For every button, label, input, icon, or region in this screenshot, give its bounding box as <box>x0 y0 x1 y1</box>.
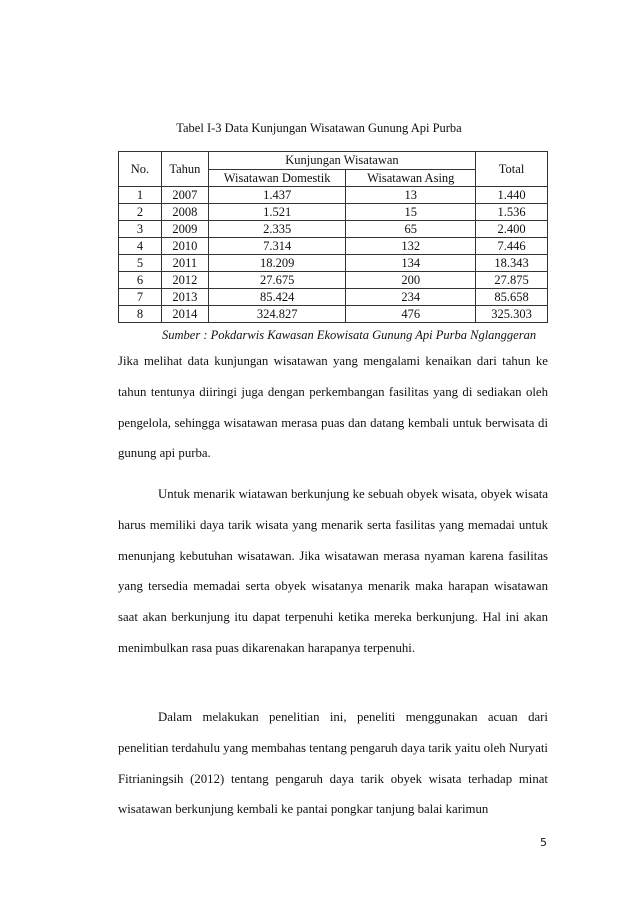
header-year: Tahun <box>161 152 208 187</box>
page-number: 5 <box>540 836 547 849</box>
cell-domestic: 324.827 <box>208 306 346 323</box>
header-visits-group: Kunjungan Wisatawan <box>208 152 475 170</box>
body-paragraph-3: Dalam melakukan penelitian ini, peneliti menggunakan acuan dari penelitian terdahulu yang membahas tentang pengaruh daya tarik yaitu oleh Nuryati Fitrianingsih (2012) tentang pengaruh daya tarik obyek wisata terhadap minat wisatawan berkunjung kembali ke pantai pongkar tanjung balai karimun <box>118 710 548 817</box>
cell-total: 325.303 <box>476 306 548 323</box>
cell-year: 2010 <box>161 238 208 255</box>
cell-foreign: 132 <box>346 238 476 255</box>
cell-year: 2009 <box>161 221 208 238</box>
cell-total: 7.446 <box>476 238 548 255</box>
cell-domestic: 27.675 <box>208 272 346 289</box>
table-row <box>119 255 548 272</box>
table-row <box>119 289 548 306</box>
cell-total: 2.400 <box>476 221 548 238</box>
table-source: Sumber : Pokdarwis Kawasan Ekowisata Gunung Api Purba Nglanggeran <box>162 328 537 342</box>
cell-domestic: 7.314 <box>208 238 346 255</box>
table-row <box>119 221 548 238</box>
cell-domestic: 85.424 <box>208 289 346 306</box>
table-row <box>119 272 548 289</box>
body-paragraph-2: Untuk menarik wiatawan berkunjung ke sebuah obyek wisata, obyek wisata harus memiliki daya tarik wisata yang menarik serta fasilitas yang memadai untuk menunjang kebutuhan wisatawan. Jika wisatawan merasa nyaman karena fasilitas yang tersedia memadai serta obyek wisatanya menarik maka harapan wisatawan saat akan berkunjung itu dapat terpenuhi ketika mereka berkunjung. Hal ini akan menimbulkan rasa puas dikarenakan harapanya terpenuhi. <box>118 487 548 655</box>
cell-total: 85.658 <box>476 289 548 306</box>
cell-foreign: 234 <box>346 289 476 306</box>
table-row <box>119 306 548 323</box>
header-domestic: Wisatawan Domestik <box>208 169 346 187</box>
cell-no: 2 <box>119 204 162 221</box>
cell-no: 3 <box>119 221 162 238</box>
body-paragraph-1: Jika melihat data kunjungan wisatawan yang mengalami kenaikan dari tahun ke tahun tentunya diiringi juga dengan perkembangan fasilitas yang di sediakan oleh pengelola, sehingga wisatawan merasa puas dan datang kembali untuk berwisata di gunung api purba. <box>118 354 548 461</box>
cell-year: 2013 <box>161 289 208 306</box>
cell-year: 2007 <box>161 187 208 204</box>
cell-no: 1 <box>119 187 162 204</box>
cell-no: 4 <box>119 238 162 255</box>
cell-no: 5 <box>119 255 162 272</box>
cell-foreign: 476 <box>346 306 476 323</box>
cell-domestic: 2.335 <box>208 221 346 238</box>
cell-foreign: 65 <box>346 221 476 238</box>
cell-domestic: 1.521 <box>208 204 346 221</box>
cell-foreign: 15 <box>346 204 476 221</box>
visitor-data-table <box>118 151 548 323</box>
cell-year: 2011 <box>161 255 208 272</box>
cell-foreign: 134 <box>346 255 476 272</box>
cell-no: 6 <box>119 272 162 289</box>
cell-year: 2014 <box>161 306 208 323</box>
cell-total: 1.536 <box>476 204 548 221</box>
table-row <box>119 187 548 204</box>
cell-year: 2012 <box>161 272 208 289</box>
cell-domestic: 18.209 <box>208 255 346 272</box>
header-total: Total <box>476 152 548 187</box>
cell-foreign: 200 <box>346 272 476 289</box>
cell-total: 1.440 <box>476 187 548 204</box>
table-row <box>119 238 548 255</box>
cell-total: 27.875 <box>476 272 548 289</box>
cell-domestic: 1.437 <box>208 187 346 204</box>
cell-no: 7 <box>119 289 162 306</box>
table-row <box>119 204 548 221</box>
table-caption: Tabel I-3 Data Kunjungan Wisatawan Gunung Api Purba <box>176 121 462 135</box>
cell-foreign: 13 <box>346 187 476 204</box>
cell-no: 8 <box>119 306 162 323</box>
cell-year: 2008 <box>161 204 208 221</box>
cell-total: 18.343 <box>476 255 548 272</box>
header-foreign: Wisatawan Asing <box>346 169 476 187</box>
header-no: No. <box>119 152 162 187</box>
